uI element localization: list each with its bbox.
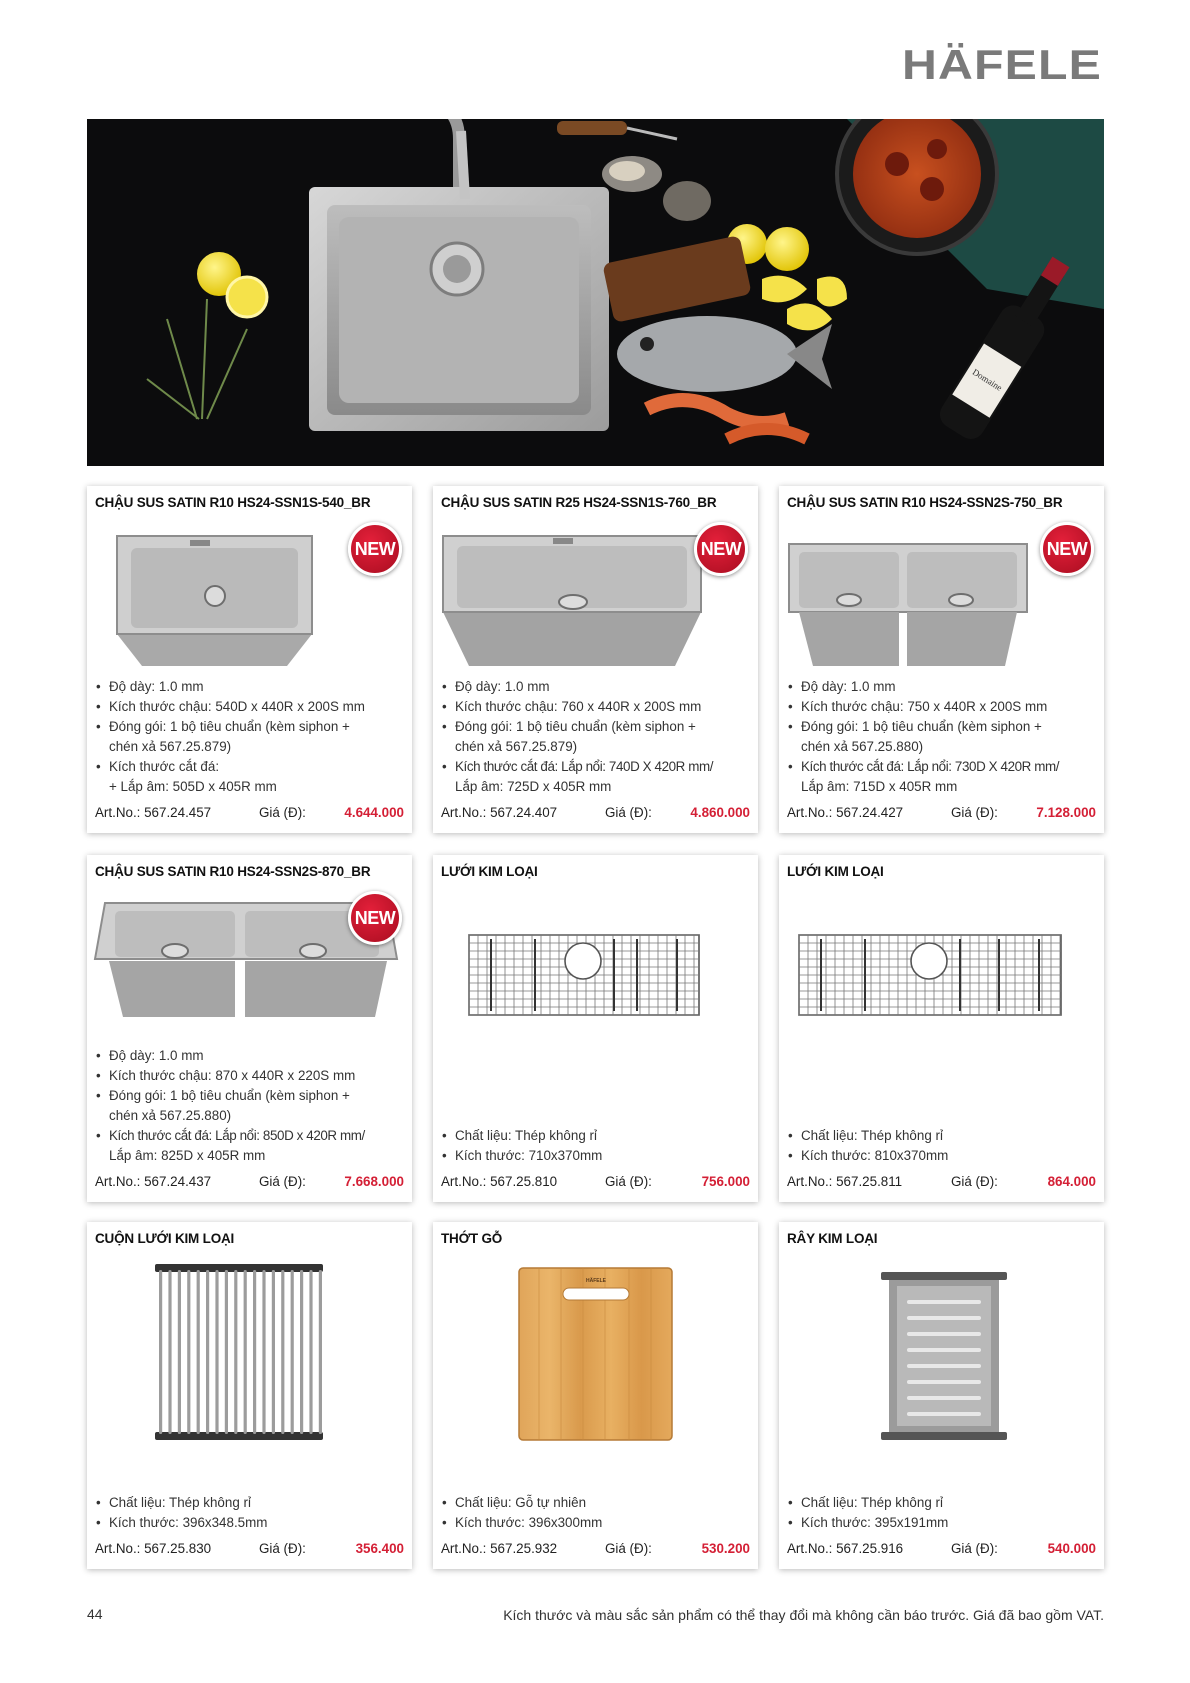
- hero-kitchen-image: [87, 119, 1104, 466]
- price-label: Giá (Đ):: [605, 1541, 652, 1556]
- price-value: 756.000: [701, 1174, 750, 1189]
- price-label: Giá (Đ):: [951, 1174, 998, 1189]
- product-card-2[interactable]: [433, 486, 758, 833]
- article-number: Art.No.: 567.24.437: [95, 1174, 212, 1189]
- spec-list: • Độ dày: 1.0 mm • Kích thước chậu: 540D x 440R x 200S mm • Đóng gói: 1 bộ tiêu chuẩn (kèm siphon + chén xả 567.25.879) • Kích thước cắt đá: + Lắp âm: 505D x 405R mm: [95, 677, 406, 797]
- spec-list: • Chất liệu: Thép không rỉ • Kích thước: 710x370mm: [441, 1126, 752, 1166]
- page-number: 44: [87, 1606, 103, 1622]
- product-card-7[interactable]: [87, 1222, 412, 1569]
- product-title: LƯỚI KIM LOẠI: [441, 864, 538, 879]
- product-title: CHẬU SUS SATIN R10 HS24-SSN2S-870_BR: [95, 864, 371, 879]
- price-value: 530.200: [701, 1541, 750, 1556]
- spec-list: • Chất liệu: Thép không rỉ • Kích thước: 810x370mm: [787, 1126, 1098, 1166]
- price-value: 4.644.000: [344, 805, 404, 820]
- spec-list: • Độ dày: 1.0 mm • Kích thước chậu: 870 x 440R x 220S mm • Đóng gói: 1 bộ tiêu chuẩn (kèm siphon + chén xả 567.25.880) • Kích thước cắt đá: Lắp nổi: 850D x 420R mm/ Lắp âm: 825D x 405R mm: [95, 1046, 406, 1166]
- price-label: Giá (Đ):: [259, 1174, 306, 1189]
- product-card-1[interactable]: [87, 486, 412, 833]
- article-number: Art.No.: 567.24.407: [441, 805, 558, 820]
- price-value: 540.000: [1047, 1541, 1096, 1556]
- cutting-board-image: [433, 1252, 758, 1442]
- new-badge: NEW: [694, 522, 748, 576]
- price-value: 4.860.000: [690, 805, 750, 820]
- product-card-9[interactable]: [779, 1222, 1104, 1569]
- wire-grid-810-image: [779, 885, 1104, 1040]
- price-row: [787, 1174, 1096, 1194]
- article-number: Art.No.: 567.25.830: [95, 1541, 212, 1556]
- price-row: [787, 1541, 1096, 1561]
- wire-grid-710-image: [433, 885, 758, 1040]
- new-badge: NEW: [348, 522, 402, 576]
- brand-logo-text: HÄFELE: [902, 42, 1102, 86]
- article-number: Art.No.: 567.24.457: [95, 805, 212, 820]
- spec-list: • Chất liệu: Thép không rỉ • Kích thước: 396x348.5mm: [95, 1493, 406, 1533]
- product-title: CHẬU SUS SATIN R25 HS24-SSN1S-760_BR: [441, 495, 717, 510]
- product-title: THỚT GỖ: [441, 1231, 503, 1246]
- new-badge: NEW: [348, 891, 402, 945]
- spec-list: • Chất liệu: Gỗ tự nhiên • Kích thước: 396x300mm: [441, 1493, 752, 1533]
- product-card-6[interactable]: [779, 855, 1104, 1202]
- product-title: CUỘN LƯỚI KIM LOẠI: [95, 1231, 235, 1246]
- price-row: [95, 1541, 404, 1561]
- price-row: [441, 1174, 750, 1194]
- price-row: [787, 805, 1096, 825]
- price-label: Giá (Đ):: [951, 805, 998, 820]
- new-badge: NEW: [1040, 522, 1094, 576]
- price-value: 7.668.000: [344, 1174, 404, 1189]
- price-row: [95, 805, 404, 825]
- product-title: CHẬU SUS SATIN R10 HS24-SSN2S-750_BR: [787, 495, 1063, 510]
- product-title: CHẬU SUS SATIN R10 HS24-SSN1S-540_BR: [95, 495, 371, 510]
- article-number: Art.No.: 567.24.427: [787, 805, 904, 820]
- spec-list: • Độ dày: 1.0 mm • Kích thước chậu: 760 x 440R x 200S mm • Đóng gói: 1 bộ tiêu chuẩn (kèm siphon + chén xả 567.25.879) • Kích thước cắt đá: Lắp nổi: 740D X 420R mm/ Lắp âm: 725D x 405R mm: [441, 677, 752, 797]
- price-value: 864.000: [1047, 1174, 1096, 1189]
- wine-label-text: Domaine: [970, 366, 1004, 393]
- product-title: RÂY KIM LOẠI: [787, 1231, 878, 1246]
- product-card-5[interactable]: [433, 855, 758, 1202]
- price-row: [441, 1541, 750, 1561]
- price-label: Giá (Đ):: [605, 1174, 652, 1189]
- price-label: Giá (Đ):: [605, 805, 652, 820]
- brand-logo: [902, 42, 1102, 86]
- article-number: Art.No.: 567.25.811: [787, 1174, 903, 1189]
- article-number: Art.No.: 567.25.916: [787, 1541, 904, 1556]
- board-brand-text: HÄFELE: [586, 1278, 606, 1284]
- product-title: LƯỚI KIM LOẠI: [787, 864, 884, 879]
- product-card-8[interactable]: [433, 1222, 758, 1569]
- price-value: 356.400: [355, 1541, 404, 1556]
- spec-list: • Độ dày: 1.0 mm • Kích thước chậu: 750 x 440R x 200S mm • Đóng gói: 1 bộ tiêu chuẩn (kèm siphon + chén xả 567.25.880) • Kích thước cắt đá: Lắp nổi: 730D X 420R mm/ Lắp âm: 715D x 405R mm: [787, 677, 1098, 797]
- disclaimer-text: Kích thước và màu sắc sản phẩm có thể thay đổi mà không cần báo trước. Giá đã bao gồm VAT.: [503, 1607, 1104, 1623]
- product-card-3[interactable]: [779, 486, 1104, 833]
- price-row: [441, 805, 750, 825]
- spec-list: • Chất liệu: Thép không rỉ • Kích thước: 395x191mm: [787, 1493, 1098, 1533]
- price-row: [95, 1174, 404, 1194]
- article-number: Art.No.: 567.25.932: [441, 1541, 558, 1556]
- article-number: Art.No.: 567.25.810: [441, 1174, 558, 1189]
- price-label: Giá (Đ):: [951, 1541, 998, 1556]
- colander-image: [779, 1252, 1104, 1442]
- price-label: Giá (Đ):: [259, 805, 306, 820]
- roll-up-rack-image: [87, 1252, 412, 1442]
- price-label: Giá (Đ):: [259, 1541, 306, 1556]
- product-card-4[interactable]: [87, 855, 412, 1202]
- price-value: 7.128.000: [1036, 805, 1096, 820]
